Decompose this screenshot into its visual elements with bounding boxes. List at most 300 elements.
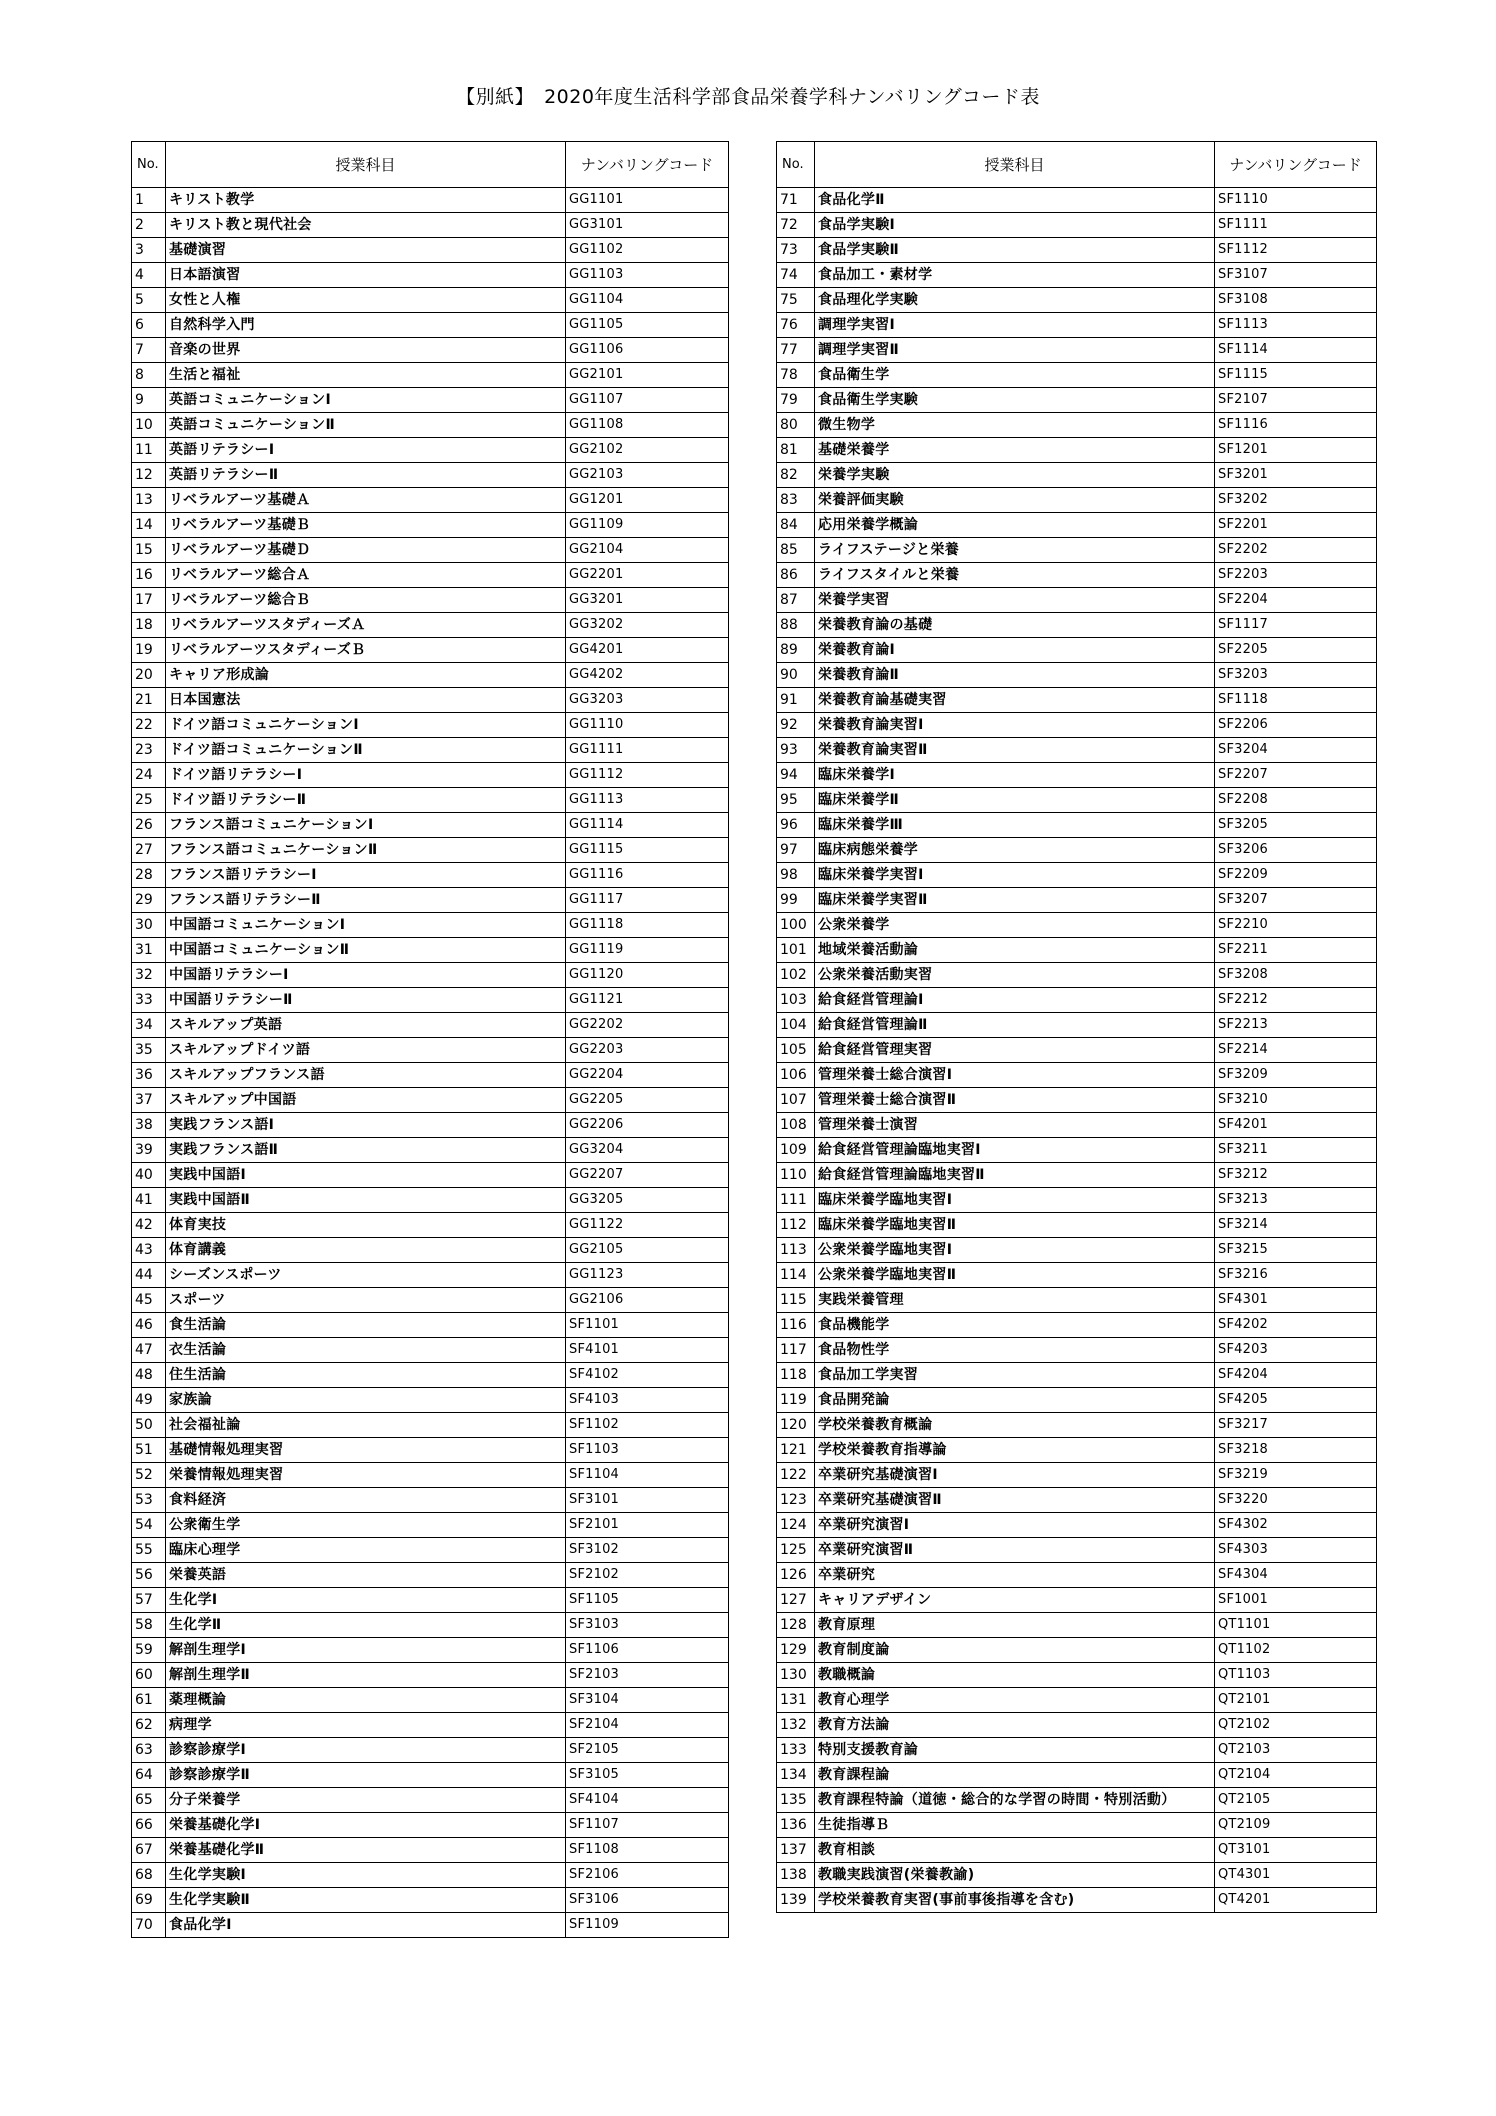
course-name: 日本語演習 <box>166 263 566 288</box>
row-number: 13 <box>132 488 166 513</box>
row-number: 12 <box>132 463 166 488</box>
numbering-code: GG3204 <box>566 1138 729 1163</box>
course-name: 基礎情報処理実習 <box>166 1438 566 1463</box>
table-row <box>777 1538 1377 1563</box>
numbering-code: SF3106 <box>566 1888 729 1913</box>
course-name: ライフステージと栄養 <box>815 538 1215 563</box>
course-name: 日本国憲法 <box>166 688 566 713</box>
row-number: 94 <box>777 763 815 788</box>
table-row <box>132 863 729 888</box>
table-row <box>132 1538 729 1563</box>
table-row <box>777 263 1377 288</box>
numbering-code: GG2105 <box>566 1238 729 1263</box>
table-row <box>777 1613 1377 1638</box>
numbering-code: SF2101 <box>566 1513 729 1538</box>
numbering-code: SF1104 <box>566 1463 729 1488</box>
course-name: リベラルアーツ基礎Ａ <box>166 488 566 513</box>
table-row <box>777 1138 1377 1163</box>
numbering-code: SF4205 <box>1215 1388 1377 1413</box>
course-name: 英語リテラシーⅡ <box>166 463 566 488</box>
course-name: 栄養英語 <box>166 1563 566 1588</box>
row-number: 122 <box>777 1463 815 1488</box>
numbering-code: GG3202 <box>566 613 729 638</box>
row-number: 48 <box>132 1363 166 1388</box>
table-row <box>777 1488 1377 1513</box>
row-number: 71 <box>777 188 815 213</box>
course-name: 卒業研究演習Ⅱ <box>815 1538 1215 1563</box>
row-number: 9 <box>132 388 166 413</box>
course-name: 栄養教育論実習Ⅰ <box>815 713 1215 738</box>
course-name: 英語コミュニケーションⅡ <box>166 413 566 438</box>
row-number: 8 <box>132 363 166 388</box>
numbering-code: QT4301 <box>1215 1863 1377 1888</box>
numbering-code: SF4304 <box>1215 1563 1377 1588</box>
row-number: 101 <box>777 938 815 963</box>
numbering-code: SF3212 <box>1215 1163 1377 1188</box>
course-name: ライフスタイルと栄養 <box>815 563 1215 588</box>
header-no: No. <box>132 142 166 188</box>
course-name: 公衆栄養学臨地実習Ⅱ <box>815 1263 1215 1288</box>
course-name: 診察診療学Ⅱ <box>166 1763 566 1788</box>
numbering-code: SF2106 <box>566 1863 729 1888</box>
numbering-code: QT1102 <box>1215 1638 1377 1663</box>
course-name: 特別支援教育論 <box>815 1738 1215 1763</box>
row-number: 124 <box>777 1513 815 1538</box>
course-name: 教育相談 <box>815 1838 1215 1863</box>
numbering-code: SF1001 <box>1215 1588 1377 1613</box>
table-row <box>777 1413 1377 1438</box>
row-number: 49 <box>132 1388 166 1413</box>
numbering-code: QT2104 <box>1215 1763 1377 1788</box>
numbering-code: SF2202 <box>1215 538 1377 563</box>
numbering-code: GG4202 <box>566 663 729 688</box>
table-row <box>132 1763 729 1788</box>
table-row <box>132 1288 729 1313</box>
numbering-code: GG1102 <box>566 238 729 263</box>
course-name: 教育課程特論（道徳・総合的な学習の時間・特別活動） <box>815 1788 1215 1813</box>
numbering-code: SF3214 <box>1215 1213 1377 1238</box>
numbering-code: SF3102 <box>566 1538 729 1563</box>
row-number: 81 <box>777 438 815 463</box>
table-row <box>777 988 1377 1013</box>
numbering-code: SF3210 <box>1215 1088 1377 1113</box>
course-name: スキルアップ英語 <box>166 1013 566 1038</box>
course-name: 食品化学Ⅱ <box>815 188 1215 213</box>
course-name: 管理栄養士総合演習Ⅱ <box>815 1088 1215 1113</box>
table-row <box>777 363 1377 388</box>
row-number: 28 <box>132 863 166 888</box>
course-name: 給食経営管理論臨地実習Ⅱ <box>815 1163 1215 1188</box>
table-row <box>132 1213 729 1238</box>
table-row <box>132 1913 729 1938</box>
row-number: 131 <box>777 1688 815 1713</box>
course-name: 学校栄養教育指導論 <box>815 1438 1215 1463</box>
row-number: 20 <box>132 663 166 688</box>
numbering-code: QT3101 <box>1215 1838 1377 1863</box>
numbering-code: SF4102 <box>566 1363 729 1388</box>
course-name: 栄養教育論Ⅰ <box>815 638 1215 663</box>
row-number: 33 <box>132 988 166 1013</box>
row-number: 97 <box>777 838 815 863</box>
course-name: 薬理概論 <box>166 1688 566 1713</box>
table-row <box>132 1063 729 1088</box>
numbering-code: GG1115 <box>566 838 729 863</box>
course-name: 臨床栄養学臨地実習Ⅰ <box>815 1188 1215 1213</box>
numbering-code: SF4303 <box>1215 1538 1377 1563</box>
numbering-code: GG1109 <box>566 513 729 538</box>
course-name: 教育制度論 <box>815 1638 1215 1663</box>
row-number: 113 <box>777 1238 815 1263</box>
numbering-code: SF2209 <box>1215 863 1377 888</box>
row-number: 67 <box>132 1838 166 1863</box>
row-number: 14 <box>132 513 166 538</box>
row-number: 100 <box>777 913 815 938</box>
row-number: 6 <box>132 313 166 338</box>
course-name: 栄養基礎化学Ⅱ <box>166 1838 566 1863</box>
numbering-code: GG2205 <box>566 1088 729 1113</box>
course-name: 中国語コミュニケーションⅠ <box>166 913 566 938</box>
course-name: 中国語コミュニケーションⅡ <box>166 938 566 963</box>
row-number: 61 <box>132 1688 166 1713</box>
course-name: 食生活論 <box>166 1313 566 1338</box>
row-number: 1 <box>132 188 166 213</box>
row-number: 15 <box>132 538 166 563</box>
row-number: 132 <box>777 1713 815 1738</box>
course-name: フランス語コミュニケーションⅠ <box>166 813 566 838</box>
numbering-code: GG2104 <box>566 538 729 563</box>
course-name: 栄養学実習 <box>815 588 1215 613</box>
table-row <box>777 1163 1377 1188</box>
row-number: 19 <box>132 638 166 663</box>
row-number: 119 <box>777 1388 815 1413</box>
table-row <box>777 1688 1377 1713</box>
table-row <box>777 763 1377 788</box>
row-number: 110 <box>777 1163 815 1188</box>
table-row <box>777 613 1377 638</box>
page-title: 【別紙】 2020年度生活科学部食品栄養学科ナンバリングコード表 <box>456 86 1040 108</box>
course-name: 栄養教育論の基礎 <box>815 613 1215 638</box>
course-name: 給食経営管理実習 <box>815 1038 1215 1063</box>
header-code: ナンバリングコード <box>1215 142 1377 188</box>
row-number: 82 <box>777 463 815 488</box>
row-number: 44 <box>132 1263 166 1288</box>
numbering-code: GG3101 <box>566 213 729 238</box>
numbering-code: SF2208 <box>1215 788 1377 813</box>
row-number: 60 <box>132 1663 166 1688</box>
course-name: 学校栄養教育実習(事前事後指導を含む) <box>815 1888 1215 1913</box>
numbering-code: SF2105 <box>566 1738 729 1763</box>
course-name: 調理学実習Ⅱ <box>815 338 1215 363</box>
table-row <box>777 1438 1377 1463</box>
row-number: 23 <box>132 738 166 763</box>
row-number: 86 <box>777 563 815 588</box>
row-number: 26 <box>132 813 166 838</box>
numbering-code: SF1106 <box>566 1638 729 1663</box>
row-number: 42 <box>132 1213 166 1238</box>
numbering-table-left <box>131 141 729 1938</box>
row-number: 46 <box>132 1313 166 1338</box>
row-number: 4 <box>132 263 166 288</box>
course-name: キャリア形成論 <box>166 663 566 688</box>
row-number: 89 <box>777 638 815 663</box>
numbering-code: SF3217 <box>1215 1413 1377 1438</box>
course-name: 教職実践演習(栄養教諭) <box>815 1863 1215 1888</box>
course-name: 栄養評価実験 <box>815 488 1215 513</box>
course-name: 公衆栄養活動実習 <box>815 963 1215 988</box>
table-row <box>777 1063 1377 1088</box>
course-name: 診察診療学Ⅰ <box>166 1738 566 1763</box>
table-row <box>132 263 729 288</box>
table-row <box>132 238 729 263</box>
numbering-code: SF3107 <box>1215 263 1377 288</box>
row-number: 32 <box>132 963 166 988</box>
row-number: 139 <box>777 1888 815 1913</box>
table-row <box>132 1088 729 1113</box>
table-row <box>777 913 1377 938</box>
row-number: 93 <box>777 738 815 763</box>
row-number: 72 <box>777 213 815 238</box>
numbering-code: SF2207 <box>1215 763 1377 788</box>
course-name: 実践フランス語Ⅰ <box>166 1113 566 1138</box>
row-number: 3 <box>132 238 166 263</box>
course-name: 実践中国語Ⅱ <box>166 1188 566 1213</box>
course-name: リベラルアーツ基礎Ｂ <box>166 513 566 538</box>
numbering-code: SF1111 <box>1215 213 1377 238</box>
row-number: 135 <box>777 1788 815 1813</box>
numbering-code: GG1103 <box>566 263 729 288</box>
table-row <box>777 1638 1377 1663</box>
course-name: 英語リテラシーⅠ <box>166 438 566 463</box>
course-name: 食料経済 <box>166 1488 566 1513</box>
numbering-code: QT1103 <box>1215 1663 1377 1688</box>
course-name: 教育方法論 <box>815 1713 1215 1738</box>
numbering-code: GG1116 <box>566 863 729 888</box>
table-row <box>777 1013 1377 1038</box>
row-number: 126 <box>777 1563 815 1588</box>
numbering-code: GG1114 <box>566 813 729 838</box>
table-row <box>132 813 729 838</box>
numbering-code: SF1118 <box>1215 688 1377 713</box>
numbering-code: SF3216 <box>1215 1263 1377 1288</box>
numbering-code: GG1123 <box>566 1263 729 1288</box>
course-name: リベラルアーツスタディーズＡ <box>166 613 566 638</box>
course-name: 臨床心理学 <box>166 1538 566 1563</box>
table-row <box>777 1563 1377 1588</box>
numbering-code: SF3203 <box>1215 663 1377 688</box>
numbering-code: SF1101 <box>566 1313 729 1338</box>
table-row <box>777 1888 1377 1913</box>
table-row <box>777 663 1377 688</box>
course-name: 基礎栄養学 <box>815 438 1215 463</box>
numbering-code: SF2210 <box>1215 913 1377 938</box>
course-name: リベラルアーツ総合Ｂ <box>166 588 566 613</box>
course-name: 食品学実験Ⅱ <box>815 238 1215 263</box>
course-name: 実践中国語Ⅰ <box>166 1163 566 1188</box>
numbering-code: SF3220 <box>1215 1488 1377 1513</box>
course-name: 中国語リテラシーⅡ <box>166 988 566 1013</box>
course-name: 実践栄養管理 <box>815 1288 1215 1313</box>
table-row <box>132 1388 729 1413</box>
numbering-code: QT2101 <box>1215 1688 1377 1713</box>
row-number: 10 <box>132 413 166 438</box>
row-number: 7 <box>132 338 166 363</box>
numbering-code: SF3101 <box>566 1488 729 1513</box>
numbering-code: GG1101 <box>566 188 729 213</box>
table-row <box>777 1838 1377 1863</box>
numbering-code: GG1111 <box>566 738 729 763</box>
course-name: 解剖生理学Ⅰ <box>166 1638 566 1663</box>
course-name: 教育原理 <box>815 1613 1215 1638</box>
numbering-code: GG1107 <box>566 388 729 413</box>
table-row <box>132 938 729 963</box>
numbering-code: GG3201 <box>566 588 729 613</box>
course-name: 教育心理学 <box>815 1688 1215 1713</box>
row-number: 36 <box>132 1063 166 1088</box>
course-name: 臨床栄養学臨地実習Ⅱ <box>815 1213 1215 1238</box>
course-name: 公衆衛生学 <box>166 1513 566 1538</box>
row-number: 83 <box>777 488 815 513</box>
table-row <box>132 838 729 863</box>
table-row <box>132 338 729 363</box>
numbering-code: GG2106 <box>566 1288 729 1313</box>
numbering-code: SF2201 <box>1215 513 1377 538</box>
numbering-code: GG1110 <box>566 713 729 738</box>
course-name: 基礎演習 <box>166 238 566 263</box>
course-name: 食品開発論 <box>815 1388 1215 1413</box>
row-number: 40 <box>132 1163 166 1188</box>
table-row <box>777 713 1377 738</box>
numbering-code: SF3208 <box>1215 963 1377 988</box>
row-number: 70 <box>132 1913 166 1938</box>
course-name: 臨床栄養学実習Ⅱ <box>815 888 1215 913</box>
row-number: 125 <box>777 1538 815 1563</box>
table-row <box>777 463 1377 488</box>
numbering-code: SF3205 <box>1215 813 1377 838</box>
numbering-code: SF2205 <box>1215 638 1377 663</box>
course-name: 病理学 <box>166 1713 566 1738</box>
table-row <box>132 913 729 938</box>
course-name: 臨床栄養学Ⅰ <box>815 763 1215 788</box>
numbering-code: SF1115 <box>1215 363 1377 388</box>
table-row <box>132 1888 729 1913</box>
numbering-code: GG1121 <box>566 988 729 1013</box>
numbering-code: SF1103 <box>566 1438 729 1463</box>
numbering-code: SF2103 <box>566 1663 729 1688</box>
row-number: 65 <box>132 1788 166 1813</box>
table-row <box>777 688 1377 713</box>
course-name: 生活と福祉 <box>166 363 566 388</box>
course-name: 臨床栄養学Ⅱ <box>815 788 1215 813</box>
table-row <box>777 838 1377 863</box>
course-name: 臨床病態栄養学 <box>815 838 1215 863</box>
row-number: 29 <box>132 888 166 913</box>
table-row <box>132 1588 729 1613</box>
course-name: 卒業研究基礎演習Ⅰ <box>815 1463 1215 1488</box>
course-name: 給食経営管理論Ⅱ <box>815 1013 1215 1038</box>
table-row <box>132 1163 729 1188</box>
table-row <box>132 1488 729 1513</box>
table-row <box>777 1788 1377 1813</box>
numbering-code: SF4101 <box>566 1338 729 1363</box>
course-name: 管理栄養士総合演習Ⅰ <box>815 1063 1215 1088</box>
row-number: 5 <box>132 288 166 313</box>
row-number: 98 <box>777 863 815 888</box>
numbering-code: GG1201 <box>566 488 729 513</box>
table-row <box>777 738 1377 763</box>
row-number: 30 <box>132 913 166 938</box>
row-number: 85 <box>777 538 815 563</box>
course-name: 臨床栄養学実習Ⅰ <box>815 863 1215 888</box>
course-name: 教職概論 <box>815 1663 1215 1688</box>
course-name: 卒業研究演習Ⅰ <box>815 1513 1215 1538</box>
table-row <box>132 1688 729 1713</box>
row-number: 103 <box>777 988 815 1013</box>
numbering-code: GG2103 <box>566 463 729 488</box>
table-row <box>132 1663 729 1688</box>
course-name: 食品加工・素材学 <box>815 263 1215 288</box>
row-number: 95 <box>777 788 815 813</box>
header-row <box>777 142 1377 188</box>
table-row <box>132 463 729 488</box>
numbering-code: SF1109 <box>566 1913 729 1938</box>
table-row <box>777 788 1377 813</box>
numbering-code: SF1116 <box>1215 413 1377 438</box>
numbering-code: GG2203 <box>566 1038 729 1063</box>
row-number: 31 <box>132 938 166 963</box>
table-row <box>132 738 729 763</box>
row-number: 51 <box>132 1438 166 1463</box>
row-number: 114 <box>777 1263 815 1288</box>
row-number: 55 <box>132 1538 166 1563</box>
table-row <box>777 438 1377 463</box>
table-row <box>132 1788 729 1813</box>
table-row <box>132 288 729 313</box>
table-row <box>777 1813 1377 1838</box>
table-row <box>777 538 1377 563</box>
course-name: 食品機能学 <box>815 1313 1215 1338</box>
numbering-code: QT4201 <box>1215 1888 1377 1913</box>
course-name: 生化学実験Ⅱ <box>166 1888 566 1913</box>
row-number: 96 <box>777 813 815 838</box>
course-name: 栄養基礎化学Ⅰ <box>166 1813 566 1838</box>
course-name: シーズンスポーツ <box>166 1263 566 1288</box>
row-number: 128 <box>777 1613 815 1638</box>
table-row <box>132 1813 729 1838</box>
table-row <box>777 1863 1377 1888</box>
table-row <box>132 488 729 513</box>
numbering-code: SF3219 <box>1215 1463 1377 1488</box>
course-name: 卒業研究 <box>815 1563 1215 1588</box>
header-row <box>132 142 729 188</box>
table-row <box>777 488 1377 513</box>
row-number: 47 <box>132 1338 166 1363</box>
row-number: 129 <box>777 1638 815 1663</box>
course-name: 栄養教育論Ⅱ <box>815 663 1215 688</box>
row-number: 109 <box>777 1138 815 1163</box>
course-name: 食品学実験Ⅰ <box>815 213 1215 238</box>
row-number: 76 <box>777 313 815 338</box>
row-number: 121 <box>777 1438 815 1463</box>
course-name: 微生物学 <box>815 413 1215 438</box>
course-name: 地域栄養活動論 <box>815 938 1215 963</box>
row-number: 35 <box>132 1038 166 1063</box>
course-name: 生化学Ⅰ <box>166 1588 566 1613</box>
table-row <box>777 1113 1377 1138</box>
course-name: 食品衛生学 <box>815 363 1215 388</box>
header-code: ナンバリングコード <box>566 142 729 188</box>
course-name: 食品理化学実験 <box>815 288 1215 313</box>
table-row <box>777 1513 1377 1538</box>
